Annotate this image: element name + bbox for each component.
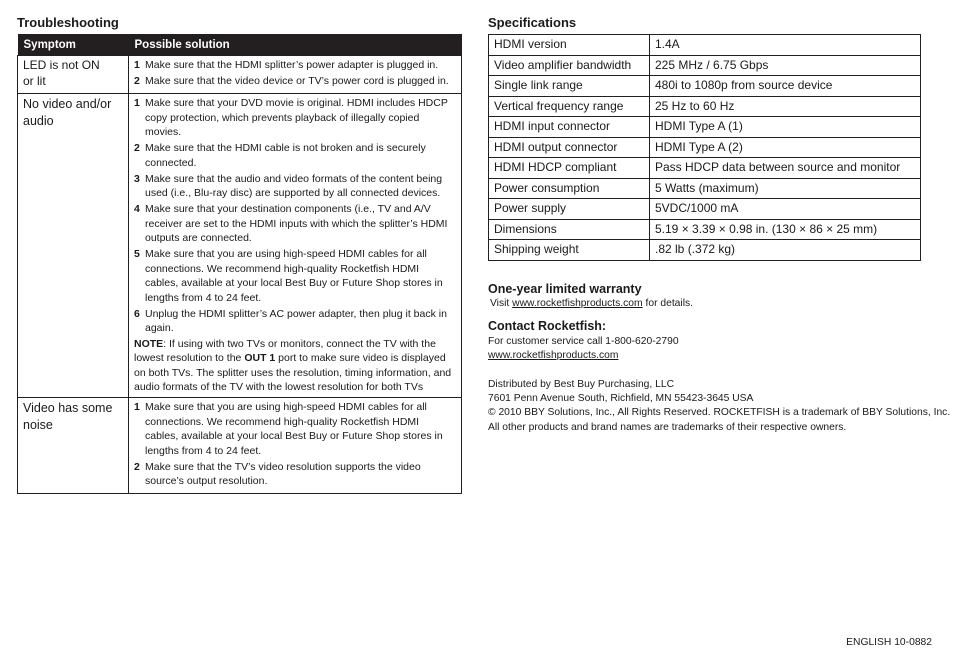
spec-label: Video amplifier bandwidth <box>489 55 650 76</box>
solution-text: Make sure that you are using high-speed HDMI cables for all connections. We recommend high-quality Rocketfish HDMI cables, available at your local Best Buy or Future Shop stores in lengths from 4 to 24 feet. <box>145 248 443 304</box>
solution-item <box>134 460 455 489</box>
troubleshooting-title: Troubleshooting <box>17 15 119 30</box>
solution-item <box>134 58 455 73</box>
spec-label: HDMI input connector <box>489 117 650 138</box>
solution-header: Possible solution <box>129 34 462 56</box>
solution-number: 6 <box>134 307 140 320</box>
solution-number: 1 <box>134 97 140 109</box>
symptom-cell: Video has some noise <box>18 398 129 494</box>
solution-cell <box>129 94 462 398</box>
spec-value: HDMI Type A (1) <box>650 117 921 138</box>
solution-item <box>134 400 455 458</box>
contact-service: For customer service call 1-800-620-2790 <box>488 336 679 347</box>
spec-value: 225 MHz / 6.75 Gbps <box>650 55 921 76</box>
solution-item <box>134 96 455 140</box>
table-row <box>489 199 921 220</box>
spec-value: 5 Watts (maximum) <box>650 178 921 199</box>
trademark-line: All other products and brand names are trademarks of their respective owners. <box>488 422 847 433</box>
note-port: OUT 1 <box>244 352 276 365</box>
spec-value: 1.4A <box>650 35 921 56</box>
solution-text: Make sure that the video device or TV’s power cord is plugged in. <box>145 75 449 87</box>
spec-label: HDMI HDCP compliant <box>489 158 650 179</box>
spec-value: HDMI Type A (2) <box>650 137 921 158</box>
solution-text: Make sure that the TV’s video resolution supports the video source’s output resolution. <box>145 460 421 488</box>
table-row <box>489 55 921 76</box>
spec-value: 480i to 1080p from source device <box>650 76 921 97</box>
table-row <box>489 158 921 179</box>
table-row <box>489 76 921 97</box>
warranty-title: One-year limited warranty <box>488 282 642 296</box>
contact-link-line <box>488 349 618 363</box>
spec-value: Pass HDCP data between source and monitor <box>650 158 921 179</box>
specifications-title: Specifications <box>488 15 577 30</box>
footer-code: ENGLISH 10-0882 <box>846 637 932 648</box>
symptom-header: Symptom <box>18 34 129 56</box>
solution-text: Make sure that the HDMI cable is not broken and is securely connected. <box>145 142 426 169</box>
table-row <box>489 178 921 199</box>
specifications-table <box>488 34 921 261</box>
warranty-link[interactable]: www.rocketfishproducts.com <box>512 298 643 309</box>
solution-number: 2 <box>134 142 140 154</box>
spec-label: Vertical frequency range <box>489 96 650 117</box>
table-row <box>489 219 921 240</box>
solution-number: 5 <box>134 248 140 260</box>
symptom-cell: No video and/or audio <box>18 94 129 398</box>
spec-value: 25 Hz to 60 Hz <box>650 96 921 117</box>
solution-item <box>134 172 455 201</box>
table-row <box>18 56 462 94</box>
spec-label: Shipping weight <box>489 240 650 261</box>
warranty-suffix: for details. <box>642 298 693 309</box>
contact-title: Contact Rocketfish: <box>488 319 607 333</box>
spec-value: 5VDC/1000 mA <box>650 199 921 220</box>
troubleshooting-note <box>134 337 455 394</box>
table-row <box>18 94 462 398</box>
warranty-prefix: Visit <box>490 298 513 309</box>
spec-label: Single link range <box>489 76 650 97</box>
solution-cell <box>129 398 462 494</box>
troubleshooting-table <box>17 34 462 494</box>
solution-number: 1 <box>134 401 140 414</box>
solution-item <box>134 247 455 305</box>
solution-text: Unplug the HDMI splitter’s AC power adapter, then plug it back in again. <box>145 307 447 334</box>
spec-label: HDMI version <box>489 35 650 56</box>
symptom-cell: LED is not ON or lit <box>18 56 129 94</box>
table-row <box>489 96 921 117</box>
table-row <box>489 137 921 158</box>
solution-number: 2 <box>134 75 140 87</box>
solution-number: 4 <box>134 203 140 215</box>
spec-label: Power supply <box>489 199 650 220</box>
spec-value: 5.19 × 3.39 × 0.98 in. (130 × 86 × 25 mm) <box>650 219 921 240</box>
solution-text: Make sure that the audio and video formats of the content being used (i.e., Blu-ray disc) are supported by all connected devices. <box>145 172 443 199</box>
note-label: NOTE <box>134 338 164 350</box>
warranty-text <box>490 297 693 311</box>
table-row <box>489 35 921 56</box>
solution-item <box>134 141 455 170</box>
distributor-line: Distributed by Best Buy Purchasing, LLC <box>488 379 675 390</box>
note-text: : If using with two TVs or monitors, connect the TV with the lowest resolution to the <box>134 338 436 365</box>
solution-number: 1 <box>134 59 140 71</box>
solution-number: 2 <box>134 460 140 473</box>
solution-text: Make sure that your DVD movie is original. HDMI includes HDCP copy protection, which prevents playback of illegally copied movies. <box>145 97 448 138</box>
spec-label: Dimensions <box>489 219 650 240</box>
solution-cell <box>129 56 462 94</box>
solution-item <box>134 74 455 89</box>
spec-value: .82 lb (.372 kg) <box>650 240 921 261</box>
table-row <box>489 117 921 138</box>
spec-label: HDMI output connector <box>489 137 650 158</box>
table-row <box>489 240 921 261</box>
solution-text: Make sure that the HDMI splitter’s power adapter is plugged in. <box>145 59 439 71</box>
contact-link[interactable]: www.rocketfishproducts.com <box>488 350 619 361</box>
copyright-line: © 2010 BBY Solutions, Inc., All Rights Reserved. ROCKETFISH is a trademark of BBY Solutions, Inc. <box>488 407 951 418</box>
troubleshooting-header-row <box>18 34 462 56</box>
solution-item <box>134 307 455 336</box>
spec-label: Power consumption <box>489 178 650 199</box>
table-row <box>18 398 462 494</box>
address-line: 7601 Penn Avenue South, Richfield, MN 55423-3645 USA <box>488 393 754 404</box>
solution-item <box>134 202 455 246</box>
note-text: port to make sure video is displayed on both TVs. The splitter uses the resolution, timing information, and audio formats of the TV with the lowest resolution for both TVs <box>134 352 452 393</box>
solution-number: 3 <box>134 172 140 185</box>
solution-text: Make sure that you are using high-speed HDMI cables for all connections. We recommend high-quality Rocketfish HDMI cables, available at your local Best Buy or Future Shop stores in lengths from 4 to 24 feet. <box>145 401 443 457</box>
solution-text: Make sure that your destination components (i.e., TV and A/V receiver are set to the HDMI inputs with which the splitter’s HDMI outputs are connected. <box>145 203 448 244</box>
